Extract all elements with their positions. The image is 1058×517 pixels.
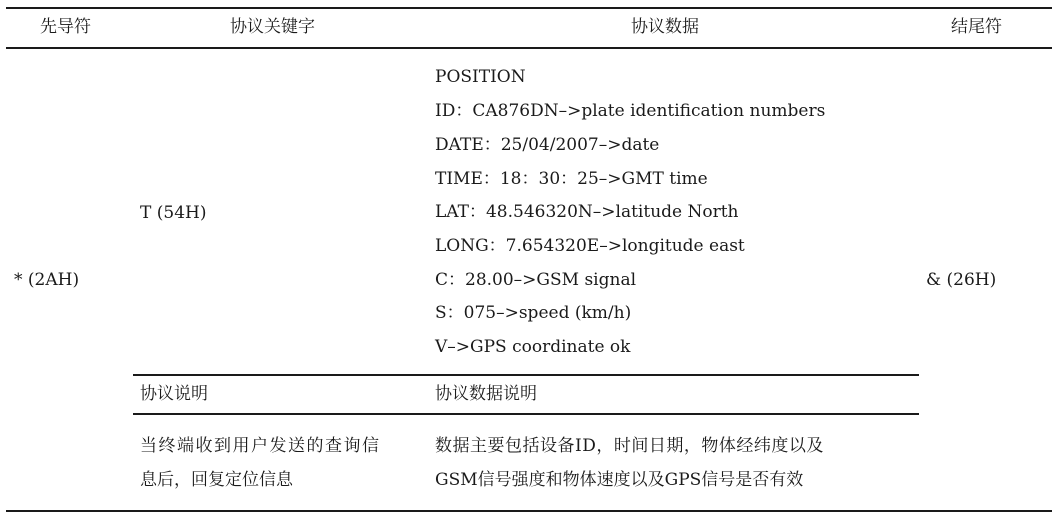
protocol-description-line-2: 息后，回复定位信息	[140, 470, 293, 490]
keyword-value: T (54H)	[140, 203, 207, 223]
header-rule	[6, 47, 1052, 49]
sub-header-top-rule	[133, 374, 919, 376]
header-trailing-char: 结尾符	[951, 17, 1002, 37]
top-rule	[6, 7, 1052, 9]
data-line-gps: V–>GPS coordinate ok	[435, 337, 631, 357]
header-protocol-keyword: 协议关键字	[230, 17, 315, 37]
trailing-char-value: & (26H)	[926, 270, 997, 290]
protocol-description-line-1: 当终端收到用户发送的查询信	[140, 436, 381, 456]
sub-header-data-description: 协议数据说明	[435, 384, 537, 404]
sub-header-bottom-rule	[133, 413, 919, 415]
data-line-lat: LAT：48.546320N–>latitude North	[435, 202, 739, 222]
leading-char-value: * (2AH)	[14, 270, 80, 290]
data-line-speed: S：075–>speed (km/h)	[435, 303, 632, 323]
data-line-gsm: C：28.00–>GSM signal	[435, 270, 637, 290]
data-description-line-2: GSM信号强度和物体速度以及GPS信号是否有效	[435, 470, 804, 490]
data-line-id: ID：CA876DN–>plate identification numbers	[435, 101, 826, 121]
bottom-rule	[6, 510, 1052, 512]
data-line-time: TIME：18：30：25–>GMT time	[435, 169, 708, 189]
data-line-position: POSITION	[435, 67, 526, 87]
header-leading-char: 先导符	[40, 17, 91, 37]
data-line-long: LONG：7.654320E–>longitude east	[435, 236, 745, 256]
sub-header-protocol-description: 协议说明	[140, 384, 208, 404]
data-line-date: DATE：25/04/2007–>date	[435, 135, 660, 155]
header-protocol-data: 协议数据	[631, 17, 699, 37]
data-description-line-1: 数据主要包括设备ID，时间日期，物体经纬度以及	[435, 436, 824, 456]
